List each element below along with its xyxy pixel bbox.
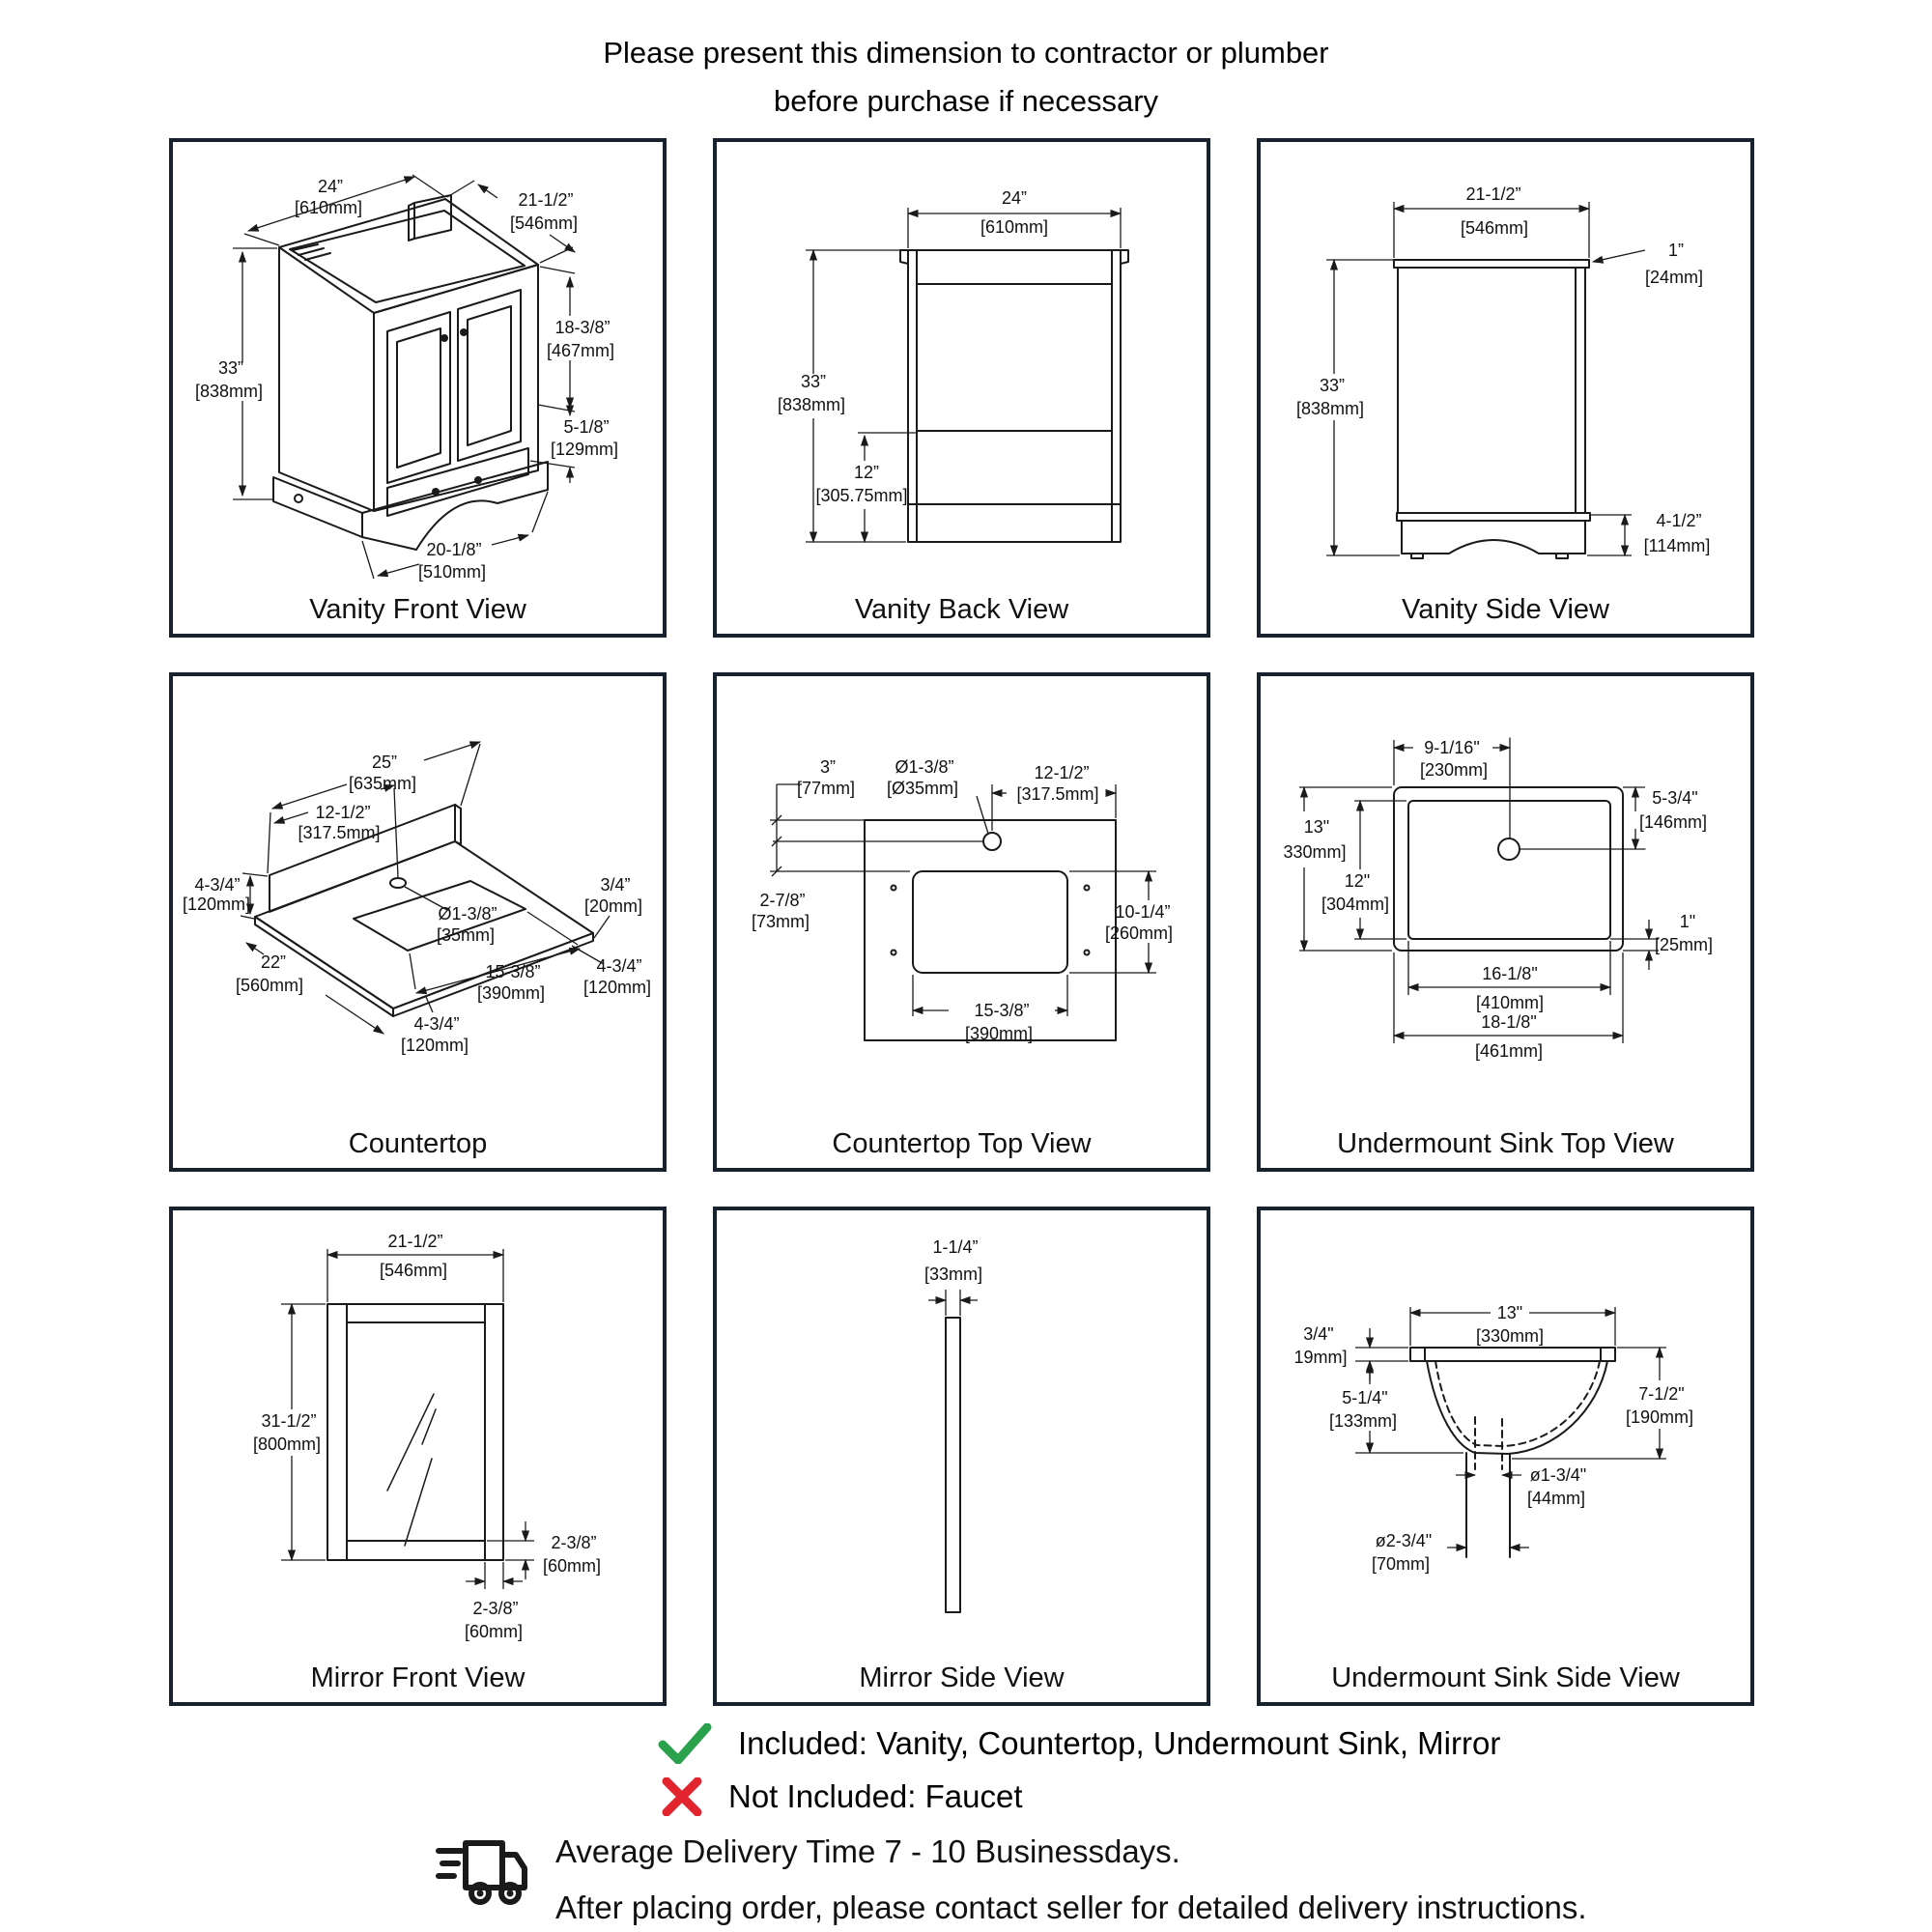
dim-label: 15-3/8” bbox=[974, 1001, 1030, 1020]
dim-label: 33” bbox=[217, 358, 244, 378]
dim-label: 3/4" bbox=[1303, 1324, 1334, 1344]
panel-caption: Mirror Front View bbox=[310, 1662, 526, 1693]
vanity-back-dimensions bbox=[778, 188, 1121, 542]
dim-label: [838mm] bbox=[777, 395, 846, 414]
dim-label: 16-1/8" bbox=[1482, 964, 1538, 983]
dim-label: ø1-3/4" bbox=[1529, 1465, 1587, 1485]
panel-caption: Countertop Top View bbox=[832, 1128, 1092, 1159]
dim-label: [461mm] bbox=[1474, 1041, 1544, 1061]
dim-label: [44mm] bbox=[1526, 1489, 1586, 1508]
dim-label: [635mm] bbox=[348, 774, 417, 793]
dim-label: [546mm] bbox=[379, 1261, 448, 1280]
dim-label: 4-1/2” bbox=[1656, 511, 1702, 530]
dim-label: Ø1-3/8” bbox=[438, 904, 497, 923]
dim-label: [114mm] bbox=[1643, 536, 1711, 555]
included-text: Included: Vanity, Countertop, Undermount Sink, Mirror bbox=[738, 1725, 1501, 1761]
dim-label: 24” bbox=[317, 177, 344, 196]
dim-label: 12” bbox=[853, 463, 880, 482]
dim-label: 2-7/8” bbox=[759, 891, 806, 910]
panel-caption: Vanity Side View bbox=[1402, 594, 1609, 625]
dim-label: 7-1/2" bbox=[1638, 1384, 1685, 1404]
dim-label: [410mm] bbox=[1475, 993, 1545, 1012]
dim-label: [190mm] bbox=[1625, 1407, 1694, 1427]
dim-label: 24” bbox=[1001, 188, 1028, 208]
dim-label: 31-1/2” bbox=[261, 1411, 317, 1431]
dim-label: 21-1/2” bbox=[387, 1232, 443, 1251]
dim-label: [73mm] bbox=[751, 912, 810, 931]
dim-label: [129mm] bbox=[550, 440, 619, 459]
panel-caption: Undermount Sink Top View bbox=[1337, 1128, 1674, 1159]
dim-label: [70mm] bbox=[1371, 1554, 1431, 1574]
mirror-front-outline bbox=[327, 1304, 503, 1560]
panel-caption: Undermount Sink Side View bbox=[1331, 1662, 1680, 1693]
dim-label: [20mm] bbox=[583, 896, 643, 916]
dim-label: [33mm] bbox=[923, 1264, 983, 1284]
dim-label: 18-1/8" bbox=[1481, 1012, 1537, 1032]
vanity-side-view-drawing bbox=[1261, 142, 1750, 634]
mirror-front-dimensions bbox=[253, 1232, 601, 1641]
dim-label: [546mm] bbox=[1460, 218, 1529, 238]
dim-label: [800mm] bbox=[252, 1435, 322, 1454]
dim-label: [390mm] bbox=[964, 1024, 1034, 1043]
dim-label: 4-3/4” bbox=[413, 1014, 460, 1034]
page-title bbox=[0, 29, 1932, 125]
dim-label: [120mm] bbox=[182, 895, 251, 914]
dim-label: 2-3/8” bbox=[551, 1533, 597, 1552]
diagram-grid bbox=[169, 138, 1754, 1706]
dim-label: 19mm] bbox=[1293, 1348, 1348, 1367]
dim-label: 3” bbox=[819, 757, 837, 777]
delivery-instructions-text: After placing order, please contact seller for detailed delivery instructions. bbox=[555, 1889, 1587, 1925]
panel-countertop bbox=[169, 672, 667, 1172]
dim-label: 4-3/4” bbox=[194, 875, 241, 895]
vanity-back-outline bbox=[900, 250, 1128, 542]
panel-vanity-front-view bbox=[169, 138, 667, 638]
dim-label: 20-1/8” bbox=[426, 540, 482, 559]
dim-label: [133mm] bbox=[1328, 1411, 1398, 1431]
dim-label: [77mm] bbox=[796, 779, 856, 798]
legend-not-included bbox=[661, 1777, 1023, 1816]
dim-label: [838mm] bbox=[194, 382, 264, 401]
panel-vanity-back-view bbox=[713, 138, 1210, 638]
dim-label: 5-3/4" bbox=[1652, 788, 1698, 808]
delivery-truck-icon bbox=[435, 1833, 527, 1918]
dim-label: [146mm] bbox=[1638, 812, 1708, 832]
dim-label: [304mm] bbox=[1321, 895, 1390, 914]
dim-label: [35mm] bbox=[436, 925, 496, 945]
dim-label: [330mm] bbox=[1475, 1326, 1545, 1346]
panel-countertop-top-view bbox=[713, 672, 1210, 1172]
dim-label: [230mm] bbox=[1419, 760, 1489, 780]
dim-label: [838mm] bbox=[1295, 399, 1365, 418]
dim-label: [120mm] bbox=[582, 978, 652, 997]
dim-label: 12-1/2” bbox=[1034, 763, 1090, 782]
dim-label: [510mm] bbox=[417, 562, 487, 582]
check-icon bbox=[657, 1723, 713, 1764]
dim-label: [260mm] bbox=[1104, 923, 1174, 943]
dim-label: 12-1/2” bbox=[315, 803, 371, 822]
dim-label: [610mm] bbox=[980, 217, 1049, 237]
dim-label: [317.5mm] bbox=[298, 823, 381, 842]
not-included-text: Not Included: Faucet bbox=[728, 1778, 1023, 1814]
sink-side-dimensions bbox=[1293, 1303, 1693, 1574]
vanity-side-outline bbox=[1394, 260, 1590, 558]
delivery-time-text: Average Delivery Time 7 - 10 Businessdays. bbox=[555, 1833, 1180, 1869]
dim-label: [60mm] bbox=[542, 1556, 602, 1576]
legend-included bbox=[657, 1723, 1500, 1764]
mirror-side-outline bbox=[946, 1318, 960, 1612]
dim-label: [60mm] bbox=[464, 1622, 524, 1641]
dim-label: 5-1/8” bbox=[563, 417, 610, 437]
dim-label: 1" bbox=[1679, 912, 1696, 931]
dim-label: [24mm] bbox=[1644, 268, 1704, 287]
dim-label: ø2-3/4" bbox=[1375, 1531, 1433, 1550]
panel-mirror-side-view bbox=[713, 1207, 1210, 1706]
dim-label: [120mm] bbox=[400, 1036, 469, 1055]
countertop-top-view-drawing bbox=[717, 676, 1207, 1168]
dim-label: [546mm] bbox=[509, 213, 579, 233]
panel-undermount-sink-side-view bbox=[1257, 1207, 1754, 1706]
dim-label: 22” bbox=[260, 952, 287, 972]
panel-caption: Mirror Side View bbox=[859, 1662, 1065, 1693]
dim-label: [467mm] bbox=[546, 341, 615, 360]
dim-label: 330mm] bbox=[1283, 842, 1347, 862]
dim-label: 1” bbox=[1667, 241, 1685, 260]
x-icon bbox=[661, 1777, 703, 1816]
dim-label: [Ø35mm] bbox=[886, 779, 959, 798]
dim-label: 25” bbox=[371, 753, 398, 772]
dim-label: 10-1/4” bbox=[1115, 902, 1171, 922]
dim-label: 21-1/2” bbox=[518, 190, 574, 210]
sink-side-view-drawing bbox=[1261, 1210, 1750, 1702]
mirror-front-view-drawing bbox=[173, 1210, 663, 1702]
dim-label: [317.5mm] bbox=[1016, 784, 1099, 804]
vanity-front-view-drawing bbox=[173, 142, 663, 634]
mirror-side-view-drawing bbox=[717, 1210, 1207, 1702]
vanity-side-dimensions bbox=[1296, 185, 1710, 555]
dim-label: 33” bbox=[1319, 376, 1346, 395]
panel-vanity-side-view bbox=[1257, 138, 1754, 638]
mirror-side-dimensions bbox=[924, 1237, 982, 1316]
vanity-back-view-drawing bbox=[717, 142, 1207, 634]
sink-top-view-drawing bbox=[1261, 676, 1750, 1168]
dim-label: [390mm] bbox=[476, 983, 546, 1003]
panel-mirror-front-view bbox=[169, 1207, 667, 1706]
dim-label: 5-1/4" bbox=[1342, 1388, 1388, 1407]
vanity-front-dimensions bbox=[195, 175, 618, 582]
panel-caption: Countertop bbox=[348, 1128, 488, 1159]
dim-label: 33” bbox=[800, 372, 827, 391]
dim-label: Ø1-3/8” bbox=[895, 757, 954, 777]
dim-label: 21-1/2” bbox=[1465, 185, 1521, 204]
panel-undermount-sink-top-view bbox=[1257, 672, 1754, 1172]
title-line-1: Please present this dimension to contractor or plumber bbox=[603, 36, 1329, 70]
dim-label: 13" bbox=[1496, 1303, 1523, 1322]
dim-label: 15-3/8” bbox=[485, 962, 541, 981]
countertop-top-dimensions bbox=[752, 757, 1173, 1043]
dim-label: 4-3/4” bbox=[596, 956, 642, 976]
dim-label: 1-1/4” bbox=[932, 1237, 979, 1257]
dim-label: 3/4” bbox=[600, 875, 631, 895]
dim-label: [305.75mm] bbox=[815, 486, 908, 505]
dim-label: [610mm] bbox=[294, 198, 363, 217]
dim-label: [560mm] bbox=[235, 976, 304, 995]
dim-label: 13" bbox=[1303, 817, 1330, 837]
title-line-2: before purchase if necessary bbox=[773, 83, 1159, 118]
dim-label: 12" bbox=[1344, 871, 1371, 891]
countertop-drawing bbox=[173, 676, 663, 1168]
panel-caption: Vanity Front View bbox=[309, 594, 526, 625]
vanity-front-outline bbox=[273, 195, 548, 550]
dim-label: 18-3/8” bbox=[554, 318, 611, 337]
dim-label: [25mm] bbox=[1654, 935, 1714, 954]
dim-label: 2-3/8” bbox=[472, 1599, 519, 1618]
panel-caption: Vanity Back View bbox=[854, 594, 1069, 625]
dim-label: 9-1/16" bbox=[1424, 738, 1480, 757]
